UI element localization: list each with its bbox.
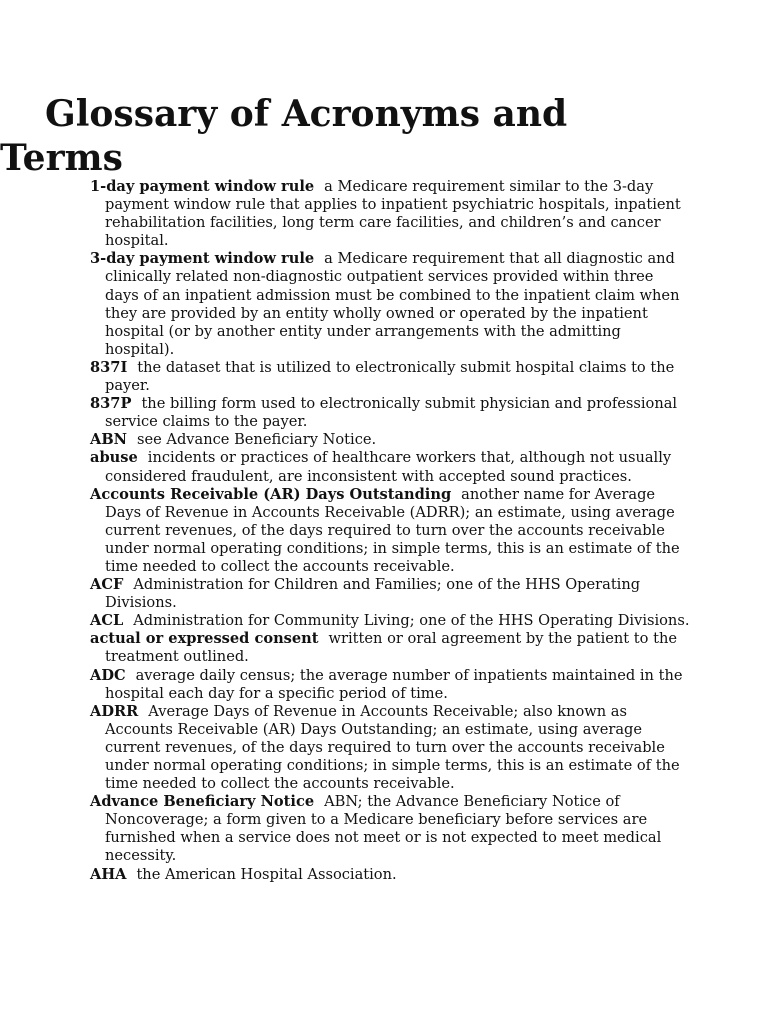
glossary-term: ADC	[90, 666, 126, 684]
glossary-definition: a Medicare requirement that all diagnostic and clinically related non-diagnostic outpatient services provided within three days of an inpatient admission must be combined to the inpatient claim when they are provided by an entity wholly owned or operated by the inpatient hospital (or by another entity under arrangements with the admitting hospital).	[105, 250, 680, 358]
glossary-entry-acf	[90, 576, 690, 612]
glossary-definition: see Advance Beneficiary Notice.	[137, 431, 377, 449]
glossary-definition: the billing form used to electronically submit physician and professional service claims to the payer.	[105, 395, 678, 431]
glossary-entry-actual-or-expressed-consent	[90, 630, 690, 666]
glossary-definition: Average Days of Revenue in Accounts Receivable; also known as Accounts Receivable (AR) Days Outstanding; an estimate, using average current revenues, of the days required to turn over the accounts receivable under normal operating conditions; in simple terms, this is an estimate of the time needed to collect the accounts receivable.	[105, 702, 680, 793]
glossary-term: ADRR	[90, 702, 139, 720]
glossary-list	[90, 178, 690, 884]
glossary-entry-advance-beneficiary-notice	[90, 793, 690, 865]
glossary-entry-abuse	[90, 449, 690, 485]
glossary-entry-acl	[90, 612, 690, 630]
glossary-definition: the American Hospital Association.	[136, 865, 397, 883]
glossary-entry-1-day-payment-window-rule	[90, 178, 690, 250]
glossary-entry-abn	[90, 431, 690, 449]
glossary-term: ACF	[90, 576, 124, 594]
glossary-definition: average daily census; the average number of inpatients maintained in the hospital each day for a specific period of time.	[105, 666, 683, 702]
glossary-term: abuse	[90, 449, 138, 467]
glossary-definition: the dataset that is utilized to electronically submit hospital claims to the payer.	[105, 358, 675, 395]
glossary-definition: another name for Average Days of Revenue in Accounts Receivable (ADRR); an estimate, using average current revenues, of the days required to turn over the accounts receivable under normal operating conditions; in simple terms, this is an estimate of the time needed to collect the accounts receivable.	[105, 485, 680, 575]
glossary-term: 3-day payment window rule	[90, 250, 315, 268]
glossary-entry-adc	[90, 667, 690, 703]
glossary-definition: written or oral agreement by the patient to the treatment outlined.	[105, 630, 677, 666]
glossary-entry-3-day-payment-window-rule	[90, 250, 690, 359]
glossary-entry-accounts-receivable-days-outstanding	[90, 486, 690, 576]
glossary-entry-aha	[90, 866, 690, 884]
glossary-definition: incidents or practices of healthcare workers that, although not usually considered fraudulent, are inconsistent with accepted sound practices.	[105, 449, 672, 485]
page-title: Glossary of Acronyms and Terms	[0, 93, 568, 179]
glossary-definition: a Medicare requirement similar to the 3-day payment window rule that applies to inpatient psychiatric hospitals, inpatient rehabilitation facilities, long term care facilities, and children’s and cancer hospital.	[105, 178, 681, 250]
glossary-term: AHA	[90, 865, 127, 883]
glossary-term: 1-day payment window rule	[90, 178, 315, 195]
glossary-definition: Administration for Children and Families; one of the HHS Operating Divisions.	[105, 576, 641, 612]
glossary-entry-837p	[90, 395, 690, 431]
glossary-entry-adrr	[90, 703, 690, 793]
glossary-entry-837i	[90, 359, 690, 395]
glossary-term: Advance Beneficiary Notice	[90, 793, 315, 811]
glossary-definition: ABN; the Advance Beneficiary Notice of Noncoverage; a form given to a Medicare beneficiary before services are furnished when a service does not meet or is not expected to meet medical necessity.	[105, 793, 662, 865]
glossary-term: 837P	[90, 395, 132, 413]
glossary-term: 837I	[90, 358, 128, 376]
glossary-term: ABN	[90, 431, 127, 449]
glossary-definition: Administration for Community Living; one of the HHS Operating Divisions.	[133, 612, 690, 630]
glossary-term: ACL	[90, 612, 124, 630]
glossary-term: actual or expressed consent	[90, 630, 319, 648]
glossary-term: Accounts Receivable (AR) Days Outstanding	[90, 485, 452, 503]
